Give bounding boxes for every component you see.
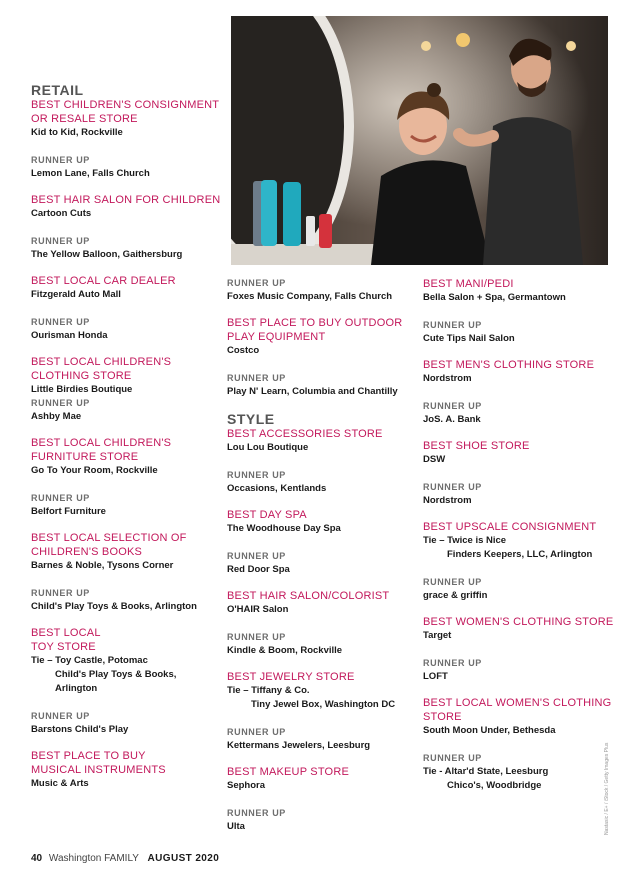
- runner-up-name: The Yellow Balloon, Gaithersburg: [31, 249, 183, 260]
- category-title: BEST MAKEUP STORE: [227, 766, 349, 778]
- category-title: BEST LOCAL SELECTION OF CHILDREN'S BOOKS: [31, 532, 187, 558]
- winner-name: Sephora: [227, 780, 266, 791]
- issue-date: AUGUST 2020: [147, 853, 220, 864]
- runner-up-name: Child's Play Toys & Books, Arlington: [31, 601, 197, 612]
- runner-up-name: Nordstrom: [423, 495, 472, 506]
- runner-up-label: RUNNER UP: [423, 577, 482, 587]
- category-title: BEST PLACE TO BUY: [31, 750, 146, 762]
- runner-up-label: RUNNER UP: [227, 551, 286, 561]
- category-title: BEST JEWELRY STORE: [227, 671, 355, 683]
- runner-up-name: grace & griffin: [423, 590, 488, 601]
- hair-salon-photo: [231, 16, 608, 265]
- runner-up-label: RUNNER UP: [227, 727, 286, 737]
- category-title: BEST UPSCALE CONSIGNMENT: [423, 521, 597, 533]
- winner-name: Nordstrom: [423, 373, 472, 384]
- winner-name: Cartoon Cuts: [31, 208, 92, 219]
- winner-name: O'HAIR Salon: [227, 604, 289, 615]
- runner-up-name: Cute Tips Nail Salon: [423, 333, 515, 344]
- category-title: BEST LOCAL CHILDREN'S FURNITURE STORE: [31, 437, 172, 463]
- winner-name: Fitzgerald Auto Mall: [31, 289, 121, 300]
- runner-up-label: RUNNER UP: [31, 236, 90, 246]
- winner-name: Tie – Twice is Nice: [423, 535, 507, 546]
- category-title: BEST LOCAL WOMEN'S CLOTHING STORE: [423, 697, 612, 723]
- runner-up-name: JoS. A. Bank: [423, 414, 481, 425]
- runner-up-label: RUNNER UP: [227, 373, 286, 383]
- runner-up-label: RUNNER UP: [423, 401, 482, 411]
- winner-name: Tiny Jewel Box, Washington DC: [251, 699, 396, 710]
- category-title: BEST ACCESSORIES STORE: [227, 428, 383, 440]
- section-heading-style: STYLE: [227, 411, 275, 427]
- winner-name: Kid to Kid, Rockville: [31, 127, 123, 138]
- right-column: [423, 277, 623, 793]
- runner-up-label: RUNNER UP: [423, 658, 482, 668]
- runner-up-name: Kettermans Jewelers, Leesburg: [227, 740, 371, 751]
- page-number: 40: [31, 853, 43, 864]
- runner-up-label: RUNNER UP: [423, 753, 482, 763]
- winner-name: South Moon Under, Bethesda: [423, 725, 556, 736]
- photo-credit: Nastasic / E+ / iStock / Getty Images Plus: [604, 742, 610, 835]
- runner-up-name: Foxes Music Company, Falls Church: [227, 291, 393, 302]
- category-title: BEST PLACE TO BUY OUTDOOR PLAY EQUIPMENT: [227, 317, 403, 343]
- winner-name: Finders Keepers, LLC, Arlington: [447, 549, 593, 560]
- retail-column: [31, 82, 226, 791]
- category-title: BEST CHILDREN'S CONSIGNMENT OR RESALE STORE: [31, 99, 220, 125]
- runner-up-label: RUNNER UP: [227, 278, 286, 288]
- category-title: BEST SHOE STORE: [423, 440, 530, 452]
- winner-name: Little Birdies Boutique: [31, 384, 133, 395]
- runner-up-name: Ulta: [227, 821, 245, 832]
- winner-name: Lou Lou Boutique: [227, 442, 309, 453]
- winner-name: Music & Arts: [31, 778, 89, 789]
- category-title: BEST LOCAL CHILDREN'S CLOTHING STORE: [31, 356, 172, 382]
- category-title: MUSICAL INSTRUMENTS: [31, 764, 166, 776]
- winner-name: Child's Play Toys & Books,: [55, 669, 177, 680]
- winner-name: Tie – Tiffany & Co.: [227, 685, 310, 696]
- winner-name: Go To Your Room, Rockville: [31, 465, 158, 476]
- runner-up-name: Lemon Lane, Falls Church: [31, 168, 150, 179]
- category-title: BEST HAIR SALON FOR CHILDREN: [31, 194, 221, 206]
- runner-up-name: Kindle & Boom, Rockville: [227, 645, 343, 656]
- category-title: BEST LOCAL CAR DEALER: [31, 275, 176, 287]
- winner-name: Costco: [227, 345, 260, 356]
- runner-up-name: Occasions, Kentlands: [227, 483, 327, 494]
- category-title: BEST MANI/PEDI: [423, 278, 514, 290]
- runner-up-label: RUNNER UP: [31, 493, 90, 503]
- runner-up-label: RUNNER UP: [31, 588, 90, 598]
- category-title: BEST HAIR SALON/COLORIST: [227, 590, 390, 602]
- winner-name: The Woodhouse Day Spa: [227, 523, 341, 534]
- runner-up-name: Ourisman Honda: [31, 330, 108, 341]
- page-footer: [31, 852, 219, 866]
- winner-name: Target: [423, 630, 452, 641]
- runner-up-name: Barstons Child's Play: [31, 724, 129, 735]
- winner-name: Arlington: [55, 683, 98, 694]
- runner-up-label: RUNNER UP: [423, 320, 482, 330]
- winner-name: Barnes & Noble, Tysons Corner: [31, 560, 174, 571]
- runner-up-name: Red Door Spa: [227, 564, 290, 575]
- runner-up-label: RUNNER UP: [31, 155, 90, 165]
- runner-up-name: Tie - Altar'd State, Leesburg: [423, 766, 549, 777]
- publication-name: Washington FAMILY: [48, 853, 139, 864]
- category-title: BEST WOMEN'S CLOTHING STORE: [423, 616, 614, 628]
- runner-up-label: RUNNER UP: [31, 711, 90, 721]
- middle-column: [227, 277, 419, 834]
- runner-up-name: LOFT: [423, 671, 448, 682]
- runner-up-name: Belfort Furniture: [31, 506, 106, 517]
- winner-name: Tie – Toy Castle, Potomac: [31, 655, 148, 666]
- winner-name: DSW: [423, 454, 446, 465]
- runner-up-name: Chico's, Woodbridge: [447, 780, 542, 791]
- section-heading-retail: RETAIL: [31, 82, 84, 98]
- category-title: TOY STORE: [31, 641, 96, 653]
- winner-name: Bella Salon + Spa, Germantown: [423, 292, 566, 303]
- salon-illustration: [231, 16, 608, 265]
- category-title: BEST LOCAL: [31, 627, 101, 639]
- runner-up-label: RUNNER UP: [227, 470, 286, 480]
- runner-up-label: RUNNER UP: [227, 808, 286, 818]
- runner-up-label: RUNNER UP: [31, 317, 90, 327]
- category-title: BEST MEN'S CLOTHING STORE: [423, 359, 595, 371]
- runner-up-label: RUNNER UP: [31, 398, 90, 408]
- runner-up-name: Play N' Learn, Columbia and Chantilly: [227, 386, 398, 397]
- runner-up-label: RUNNER UP: [227, 632, 286, 642]
- runner-up-label: RUNNER UP: [423, 482, 482, 492]
- category-title: BEST DAY SPA: [227, 509, 307, 521]
- runner-up-name: Ashby Mae: [31, 411, 82, 422]
